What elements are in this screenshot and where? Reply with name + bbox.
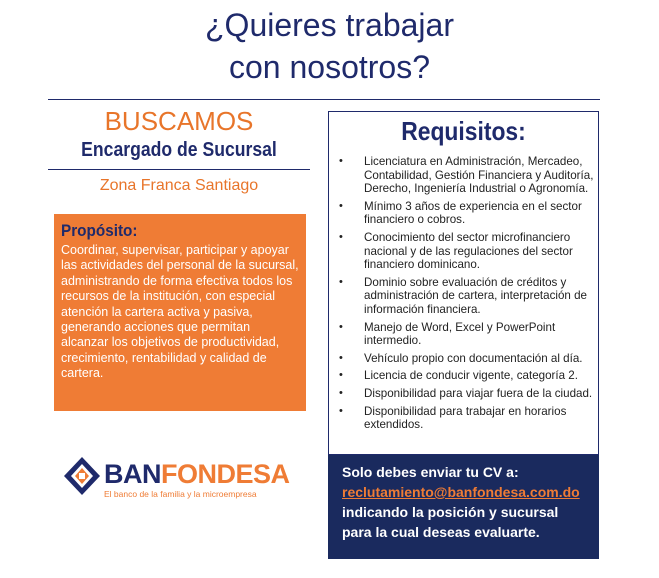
logo [62,455,302,515]
requirements-title: Requisitos: [401,116,526,146]
position-divider [48,169,310,170]
position-title: Encargado de Sucursal [81,139,277,161]
purpose-text: Coordinar, supervisar, participar y apoyar las actividades del personal de la sucursal, administrando de forma efectiva todos los recursos de la institución, con especial atención la cartera activa y pasiva, generando acciones que permitan alcanzar los objetivos de productividad, crecimiento, rentabilidad y calidad de cartera. [61,243,299,381]
headline-line-1: ¿Quieres trabajar [205,7,454,43]
logo-wordmark: BANFONDESA [104,459,290,489]
bullet-icon: • [339,320,343,333]
apply-intro: Solo debes enviar tu CV a: [342,464,519,480]
list-item: • Licencia de conducir vigente, categoría 2. [339,369,578,383]
list-item: • Disponibilidad para trabajar en horarios extendidos. [339,404,567,432]
email-link[interactable]: reclutamiento@banfondesa.com.do [342,484,580,500]
list-item: • Manejo de Word, Excel y PowerPoint intermedio. [339,320,556,348]
bullet-icon: • [339,155,343,167]
requirements-list [337,155,595,436]
bullet-icon: • [339,404,343,417]
header-divider [48,99,600,100]
purpose-box [54,214,306,411]
bullet-icon: • [339,386,343,399]
list-item: • Licenciatura en Administración, Mercadeo, Contabilidad, Gestión Financiera y Auditoría, Derecho, Ingeniería Industrial o Agronomía. [339,155,594,196]
list-item: • Mínimo 3 años de experiencia en el sector financiero o cobros. [339,199,582,227]
bullet-icon: • [339,199,343,212]
bullet-icon: • [339,369,343,382]
banfondesa-logo-icon [62,455,102,497]
purpose-title: Propósito: [61,221,138,240]
seeking-label: BUSCAMOS [104,106,254,136]
requirements-box [328,111,599,455]
location-label: Zona Franca Santiago [99,177,259,194]
bullet-icon: • [339,230,343,243]
apply-outro: indicando la posición y sucursal para la cual deseas evaluarte. [342,504,559,540]
list-item: • Conocimiento del sector microfinanciero nacional y de las regulaciones del sector financiero dominicano. [339,230,573,272]
apply-box [328,455,599,559]
list-item: • Vehículo propio con documentación al día. [339,351,583,365]
logo-tagline: El banco de la familia y la microempresa [104,489,257,499]
headline [0,4,659,88]
list-item: • Dominio sobre evaluación de créditos y administración de cartera, interpretación de información financiera. [339,275,587,316]
bullet-icon: • [339,351,343,364]
list-item: • Disponibilidad para viajar fuera de la ciudad. [339,386,593,400]
headline-line-2: con nosotros? [228,49,430,85]
bullet-icon: • [339,275,343,288]
